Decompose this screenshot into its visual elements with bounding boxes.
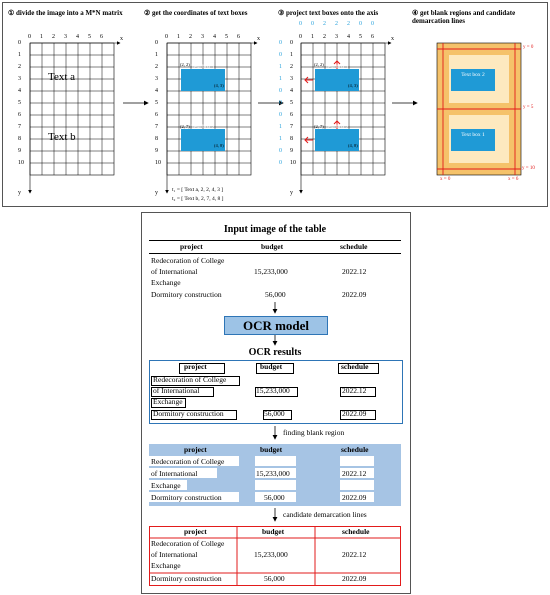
blank-cell-project: of International xyxy=(151,469,198,478)
row-label: 7 xyxy=(155,124,158,130)
demarc-header-project: project xyxy=(184,527,207,536)
blank-cell-project: Exchange xyxy=(151,481,181,490)
ocr-cell-budget: 15,233,000 xyxy=(256,386,290,395)
col-label: 0 xyxy=(28,34,31,40)
row-label: 8 xyxy=(155,136,158,142)
proj-value: 0 xyxy=(279,88,282,94)
demarc-cell-project: Exchange xyxy=(151,561,181,570)
x-axis-label: x xyxy=(257,36,260,42)
ocr-cell-budget: 56,000 xyxy=(264,409,285,418)
row-label: 6 xyxy=(18,112,21,118)
ocr-results-title: OCR results xyxy=(248,347,302,358)
col-label: 5 xyxy=(88,34,91,40)
box2-top-left: (2, 7) xyxy=(314,124,324,129)
row-label: 0 xyxy=(155,40,158,46)
step1-title: ① divide the image into a M*N matrix xyxy=(8,9,123,17)
row-label: 3 xyxy=(290,76,293,82)
col-label: 3 xyxy=(335,34,338,40)
col-label: 6 xyxy=(371,34,374,40)
box1-bottom-right: (4, 3) xyxy=(348,83,358,88)
text-box-1: Text box 1 xyxy=(461,132,485,138)
col-label: 4 xyxy=(76,34,79,40)
ocr-model-label: OCR model xyxy=(242,318,310,333)
t2-formula: t₂ = [ Text b, 2, 7, 4, 8 ] xyxy=(172,196,224,202)
y-axis-label: y xyxy=(155,190,158,196)
ocr-cell-project: Redecoration of College xyxy=(153,375,227,384)
blank-cell-budget: 56,000 xyxy=(264,493,285,502)
row-label: 2 xyxy=(18,64,21,70)
input-title: Input image of the table xyxy=(223,224,327,235)
row-label: 10 xyxy=(155,160,161,166)
col-label: 3 xyxy=(201,34,204,40)
row-label: 5 xyxy=(155,100,158,106)
y10-label: y = 10 xyxy=(522,166,535,171)
blank-cell-project: Dormitory construction xyxy=(151,493,222,502)
col-label: 2 xyxy=(189,34,192,40)
row-label: 3 xyxy=(18,76,21,82)
proj-value: 0 xyxy=(279,112,282,118)
row-label: 10 xyxy=(18,160,24,166)
box2-top-left: (2, 7) xyxy=(180,124,190,129)
x-axis-label: x xyxy=(120,36,123,42)
row-label: 1 xyxy=(18,52,21,58)
text-region xyxy=(255,480,296,490)
demarc-cell-budget: 56,000 xyxy=(264,574,285,583)
blank-cell-budget: 15,233,000 xyxy=(256,469,290,478)
row-label: 9 xyxy=(290,148,293,154)
header-project: project xyxy=(180,242,203,251)
text-box-1: Text box 1 xyxy=(325,64,349,70)
header-schedule: schedule xyxy=(340,242,368,251)
row-label: 10 xyxy=(290,160,296,166)
row-label: 6 xyxy=(290,112,293,118)
col-label: 0 xyxy=(299,34,302,40)
proj-value: 1 xyxy=(279,136,282,142)
step2-title: ② get the coordinates of text boxes xyxy=(144,9,248,17)
box1-top-left: (2, 2) xyxy=(314,62,324,67)
text-region xyxy=(340,456,374,466)
proj-value: 0 xyxy=(279,100,282,106)
row-label: 4 xyxy=(18,88,21,94)
proj-value: 0 xyxy=(279,52,282,58)
x0-label: x = 0 xyxy=(440,177,451,182)
row-label: 8 xyxy=(290,136,293,142)
text-b: Text b xyxy=(48,131,76,143)
col-label: 4 xyxy=(213,34,216,40)
row-label: 0 xyxy=(18,40,21,46)
blank-header-budget: budget xyxy=(260,445,283,454)
row-label: 3 xyxy=(155,76,158,82)
text-box-2: Text box 2 xyxy=(325,124,349,130)
row-label: 8 xyxy=(18,136,21,142)
ocr-cell-schedule: 2022.09 xyxy=(342,409,367,418)
proj-value: 1 xyxy=(279,64,282,70)
col-label: 6 xyxy=(100,34,103,40)
demarc-cell-budget: 15,233,000 xyxy=(254,550,288,559)
proj-value: 1 xyxy=(279,124,282,130)
row-label: 1 xyxy=(155,52,158,58)
y-axis-label: y xyxy=(18,190,21,196)
proj-value: 2 xyxy=(347,21,350,27)
cell-budget: 15,233,000 xyxy=(254,267,288,276)
proj-value: 0 xyxy=(311,21,314,27)
demarcation-note: candidate demarcation lines xyxy=(283,510,367,519)
box1-bottom-right: (4, 3) xyxy=(214,83,224,88)
blank-header-schedule: schedule xyxy=(341,445,369,454)
proj-value: 1 xyxy=(279,76,282,82)
y5-label: y = 5 xyxy=(523,105,534,110)
row-label: 0 xyxy=(290,40,293,46)
ocr-cell-project: of International xyxy=(153,386,200,395)
text-box-2: Text box 2 xyxy=(191,124,215,130)
demarc-cell-project: of International xyxy=(151,550,198,559)
col-label: 2 xyxy=(323,34,326,40)
cell-schedule: 2022.12 xyxy=(342,267,367,276)
cell-project: Redecoration of College xyxy=(151,256,225,265)
blank-cell-schedule: 2022.09 xyxy=(342,493,367,502)
proj-value: 2 xyxy=(323,21,326,27)
row-label: 6 xyxy=(155,112,158,118)
y0-label: y = 0 xyxy=(523,45,534,50)
proj-value: 2 xyxy=(335,21,338,27)
cell-project: of International xyxy=(151,267,198,276)
proj-value: 0 xyxy=(299,21,302,27)
row-label: 9 xyxy=(155,148,158,154)
col-label: 6 xyxy=(237,34,240,40)
proj-value: 0 xyxy=(371,21,374,27)
x-axis-label: x xyxy=(391,36,394,42)
proj-value: 0 xyxy=(279,40,282,46)
col-label: 1 xyxy=(311,34,314,40)
blank-cell-schedule: 2022.12 xyxy=(342,469,367,478)
demarc-cell-schedule: 2022.09 xyxy=(342,574,367,583)
step3-title: ③ project text boxes onto the axis xyxy=(278,9,379,17)
blank-region-note: finding blank region xyxy=(283,428,345,437)
demarc-cell-project: Redecoration of College xyxy=(151,539,225,548)
box1-top-left: (2, 2) xyxy=(180,62,190,67)
cell-project: Dormitory construction xyxy=(151,290,222,299)
proj-value: 0 xyxy=(279,160,282,166)
box2-bottom-right: (4, 8) xyxy=(214,143,224,148)
col-label: 4 xyxy=(347,34,350,40)
col-label: 1 xyxy=(177,34,180,40)
col-label: 0 xyxy=(165,34,168,40)
ocr-header-schedule: schedule xyxy=(341,362,369,371)
col-label: 5 xyxy=(359,34,362,40)
row-label: 1 xyxy=(290,52,293,58)
row-label: 4 xyxy=(290,88,293,94)
row-label: 2 xyxy=(290,64,293,70)
demarc-cell-schedule: 2022.12 xyxy=(342,550,367,559)
ocr-cell-schedule: 2022.12 xyxy=(342,386,367,395)
row-label: 7 xyxy=(290,124,293,130)
cell-budget: 56,000 xyxy=(265,290,286,299)
box2-bottom-right: (4, 8) xyxy=(348,143,358,148)
demarc-cell-project: Dormitory construction xyxy=(151,574,222,583)
cell-project: Exchange xyxy=(151,278,181,287)
header-budget: budget xyxy=(261,242,284,251)
y-axis-label: y xyxy=(290,190,293,196)
ocr-header-project: project xyxy=(184,362,207,371)
text-box-2: Text box 2 xyxy=(461,72,485,78)
x6-label: x = 6 xyxy=(508,177,519,182)
row-label: 7 xyxy=(18,124,21,130)
ocr-cell-project: Exchange xyxy=(153,397,183,406)
cell-schedule: 2022.09 xyxy=(342,290,367,299)
proj-value: 0 xyxy=(279,148,282,154)
blank-cell-project: Redecoration of College xyxy=(151,457,225,466)
step4-title: ④ get blank regions and candidate demarcation lines xyxy=(412,9,516,25)
text-region xyxy=(255,456,296,466)
row-label: 9 xyxy=(18,148,21,154)
blank-header-project: project xyxy=(184,445,207,454)
col-label: 3 xyxy=(64,34,67,40)
t1-formula: t₁ = [ Text a, 2, 2, 4, 3 ] xyxy=(172,187,224,193)
proj-value: 0 xyxy=(359,21,362,27)
text-region xyxy=(340,480,374,490)
row-label: 5 xyxy=(290,100,293,106)
col-label: 2 xyxy=(52,34,55,40)
row-label: 2 xyxy=(155,64,158,70)
text-a: Text a xyxy=(48,71,76,83)
col-label: 1 xyxy=(40,34,43,40)
ocr-header-budget: budget xyxy=(260,362,283,371)
ocr-cell-project: Dormitory construction xyxy=(153,409,224,418)
row-label: 4 xyxy=(155,88,158,94)
demarc-header-budget: budget xyxy=(262,527,285,536)
demarc-header-schedule: schedule xyxy=(342,527,370,536)
text-box-1: Text box 1 xyxy=(191,64,215,70)
col-label: 5 xyxy=(225,34,228,40)
row-label: 5 xyxy=(18,100,21,106)
